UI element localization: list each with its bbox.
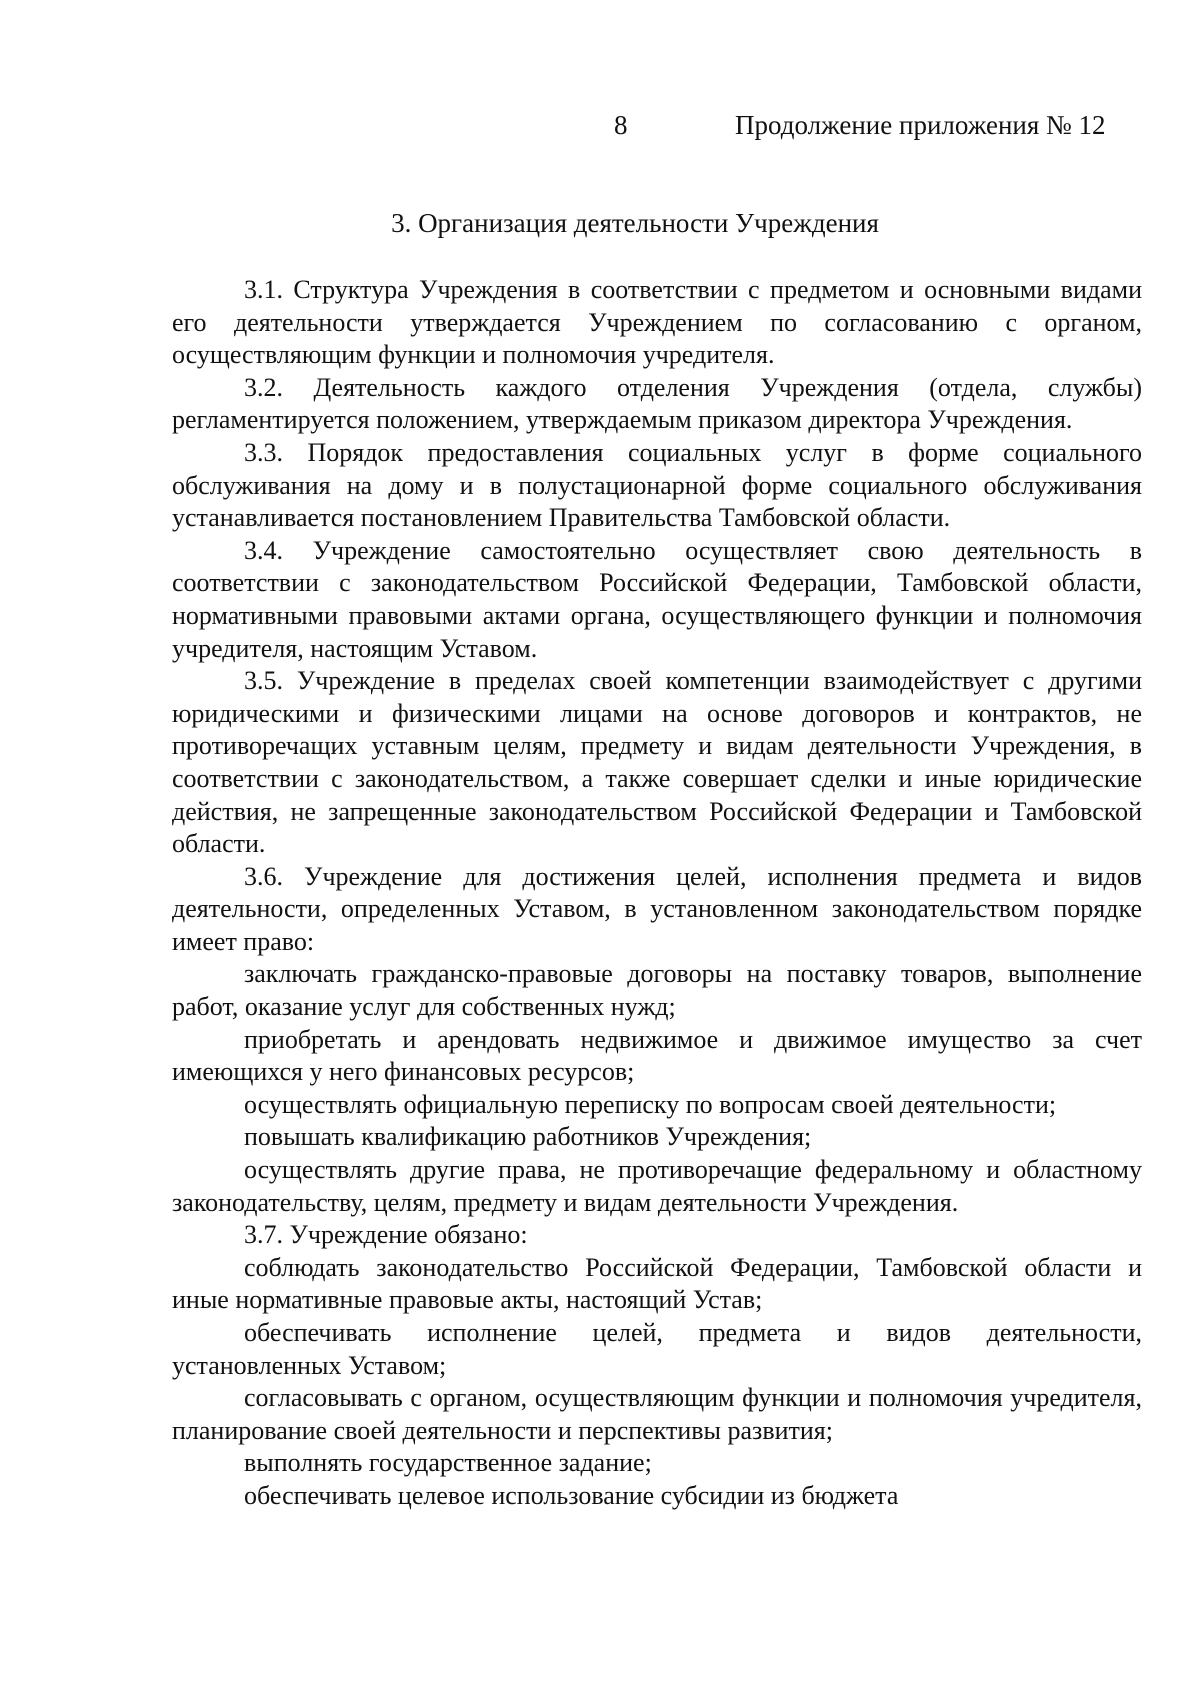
page-number: 8 <box>614 110 628 140</box>
list-item-right: заключать гражданско-правовые договоры на поставку товаров, выполнение работ, оказание услуг для собственных нужд; <box>172 959 1142 1022</box>
list-item-right: осуществлять официальную переписку по вопросам своей деятельности; <box>244 1089 1057 1119</box>
list-item-right: приобретать и арендовать недвижимое и движимое имущество за счет имеющихся у него финансовых ресурсов; <box>172 1024 1142 1087</box>
paragraph-3-1: 3.1. Структура Учреждения в соответствии с предметом и основными видами его деятельности утверждается Учреждением по согласованию с органом, осуществляющим функции и полномочия учредителя. <box>172 275 1142 370</box>
paragraph-3-5: 3.5. Учреждение в пределах своей компетенции взаимодействует с другими юридическими и физическими лицами на основе договоров и контрактов, не противоречащих уставным целям, предмету и видам деятельности Учреждения, в соответствии с законодательством, а также совершает сделки и иные юридические действия, не запрещенные законодательством Российской Федерации и Тамбовской области. <box>172 666 1142 859</box>
paragraph-3-7: 3.7. Учреждение обязано: <box>244 1220 528 1250</box>
list-item-duty: обеспечивать исполнение целей, предмета и видов деятельности, установленных Уставом; <box>172 1318 1142 1380</box>
list-item-duty: выполнять государственное задание; <box>244 1448 652 1478</box>
list-item-right: повышать квалификацию работников Учреждения; <box>244 1122 812 1152</box>
paragraph-3-4: 3.4. Учреждение самостоятельно осуществляет свою деятельность в соответствии с законодательством Российской Федерации, Тамбовской области, нормативными правовыми актами органа, осуществляющего функции и полномочия учредителя, настоящим Уставом. <box>172 535 1142 663</box>
list-item-duty: согласовывать с органом, осуществляющим функции и полномочия учредителя, планирование своей деятельности и перспективы развития; <box>172 1383 1142 1445</box>
paragraph-3-3: 3.3. Порядок предоставления социальных услуг в форме социального обслуживания на дому и в полустационарной форме социального обслуживания устанавливается постановлением Правительства Тамбовской области. <box>172 437 1142 533</box>
list-item-duty: соблюдать законодательство Российской Федерации, Тамбовской области и иные нормативные правовые акты, настоящий Устав; <box>172 1252 1142 1315</box>
document-body <box>172 274 1142 1513</box>
appendix-continuation-label: Продолжение приложения № 12 <box>735 110 1106 140</box>
page-header <box>0 110 1200 150</box>
list-item-duty: обеспечивать целевое использование субсидии из бюджета <box>244 1480 899 1510</box>
paragraph-3-2: 3.2. Деятельность каждого отделения Учреждения (отдела, службы) регламентируется положением, утверждаемым приказом директора Учреждения. <box>172 372 1142 435</box>
paragraph-3-6: 3.6. Учреждение для достижения целей, исполнения предмета и видов деятельности, определенных Уставом, в установленном законодательством порядке имеет право: <box>172 861 1142 956</box>
section-title: 3. Организация деятельности Учреждения <box>391 208 879 238</box>
list-item-right: осуществлять другие права, не противоречащие федеральному и областному законодательству, целям, предмету и видам деятельности Учреждения. <box>172 1155 1142 1217</box>
